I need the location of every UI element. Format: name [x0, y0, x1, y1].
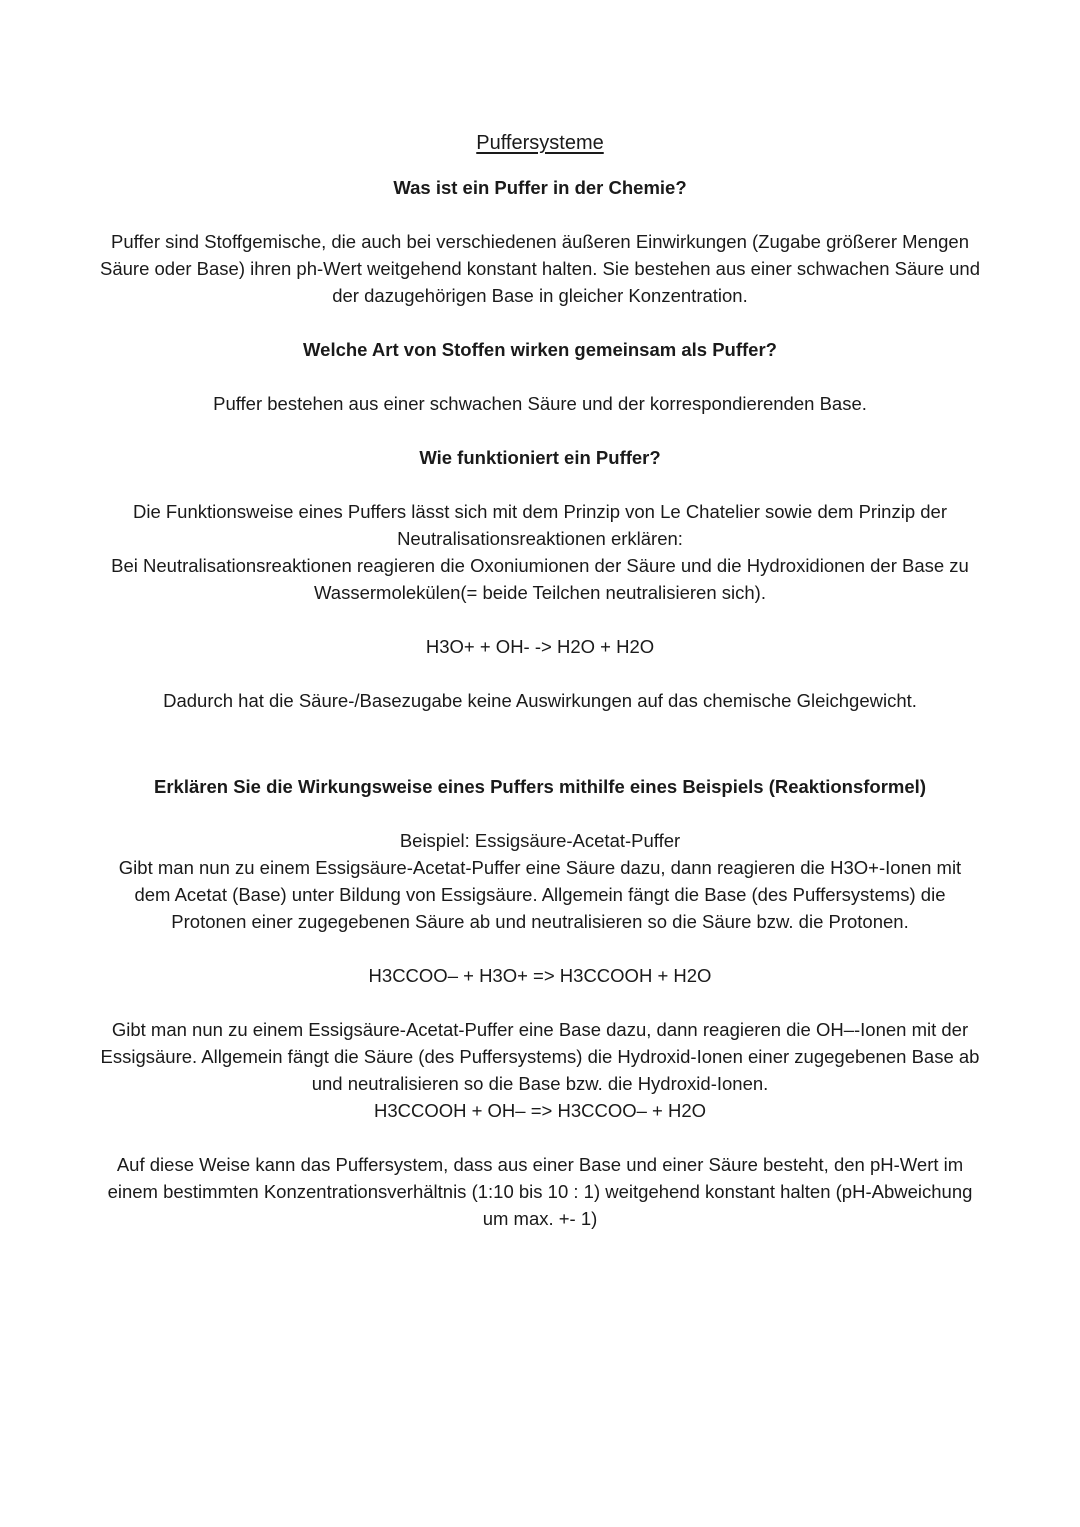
question-4-heading: Erklären Sie die Wirkungsweise eines Puffers mithilfe eines Beispiels (Reaktionsformel): [154, 776, 926, 797]
document-title: Puffersysteme: [476, 132, 604, 154]
question-2-heading: Welche Art von Stoffen wirken gemeinsam als Puffer?: [303, 339, 777, 360]
question-3-paragraph-1: Die Funktionsweise eines Puffers lässt sich mit dem Prinzip von Le Chatelier sowie dem Prinzip der Neutralisationsreaktionen erklären:: [132, 501, 947, 549]
question-1-answer: Puffer sind Stoffgemische, die auch bei verschiedenen äußeren Einwirkungen (Zugabe größerer Mengen Säure oder Base) ihren ph-Wert weitgehend konstant halten. Sie bestehen aus einer schwachen Säure und der dazugehörigen Base in gleicher Konzentration.: [100, 231, 980, 306]
acid-addition-text: Gibt man nun zu einem Essigsäure-Acetat-Puffer eine Säure dazu, dann reagieren die H3O+-Ionen mit dem Acetat (Base) unter Bildung von Essigsäure. Allgemein fängt die Base (des Puffersystems) die Protonen einer zugegebenen Säure ab und neutralisieren so die Säure bzw. die Protonen.: [118, 857, 962, 932]
base-addition-equation: H3CCOOH + OH– => H3CCOO– + H2O: [373, 1100, 707, 1121]
base-addition-text: Gibt man nun zu einem Essigsäure-Acetat-Puffer eine Base dazu, dann reagieren die OH–-Ionen mit der Essigsäure. Allgemein fängt die Säure (des Puffersystems) die Hydroxid-Ionen einer zugegebenen Base ab und neutralisieren so die Base bzw. die Hydroxid-Ionen.: [100, 1019, 980, 1094]
question-2-answer: Puffer bestehen aus einer schwachen Säure und der korrespondierenden Base.: [213, 393, 867, 414]
acid-addition-equation: H3CCOO– + H3O+ => H3CCOOH + H2O: [368, 965, 712, 986]
neutralization-equation: H3O+ + OH- -> H2O + H2O: [425, 636, 655, 657]
question-1-heading: Was ist ein Puffer in der Chemie?: [393, 177, 687, 198]
question-3-heading: Wie funktioniert ein Puffer?: [419, 447, 661, 468]
question-3-conclusion: Dadurch hat die Säure-/Basezugabe keine Auswirkungen auf das chemische Gleichgewicht.: [163, 690, 917, 711]
summary-text: Auf diese Weise kann das Puffersystem, dass aus einer Base und einer Säure besteht, den pH-Wert im einem bestimmten Konzentrationsverhältnis (1:10 bis 10 : 1) weitgehend konstant halten (pH-Abweichung um max. +- 1): [107, 1154, 973, 1229]
question-3-paragraph-2: Bei Neutralisationsreaktionen reagieren die Oxoniumionen der Säure und die Hydroxidionen der Base zu Wassermolekülen(= beide Teilchen neutralisieren sich).: [111, 555, 969, 603]
example-label: Beispiel: Essigsäure-Acetat-Puffer: [399, 830, 681, 851]
document-page: [100, 128, 980, 1232]
